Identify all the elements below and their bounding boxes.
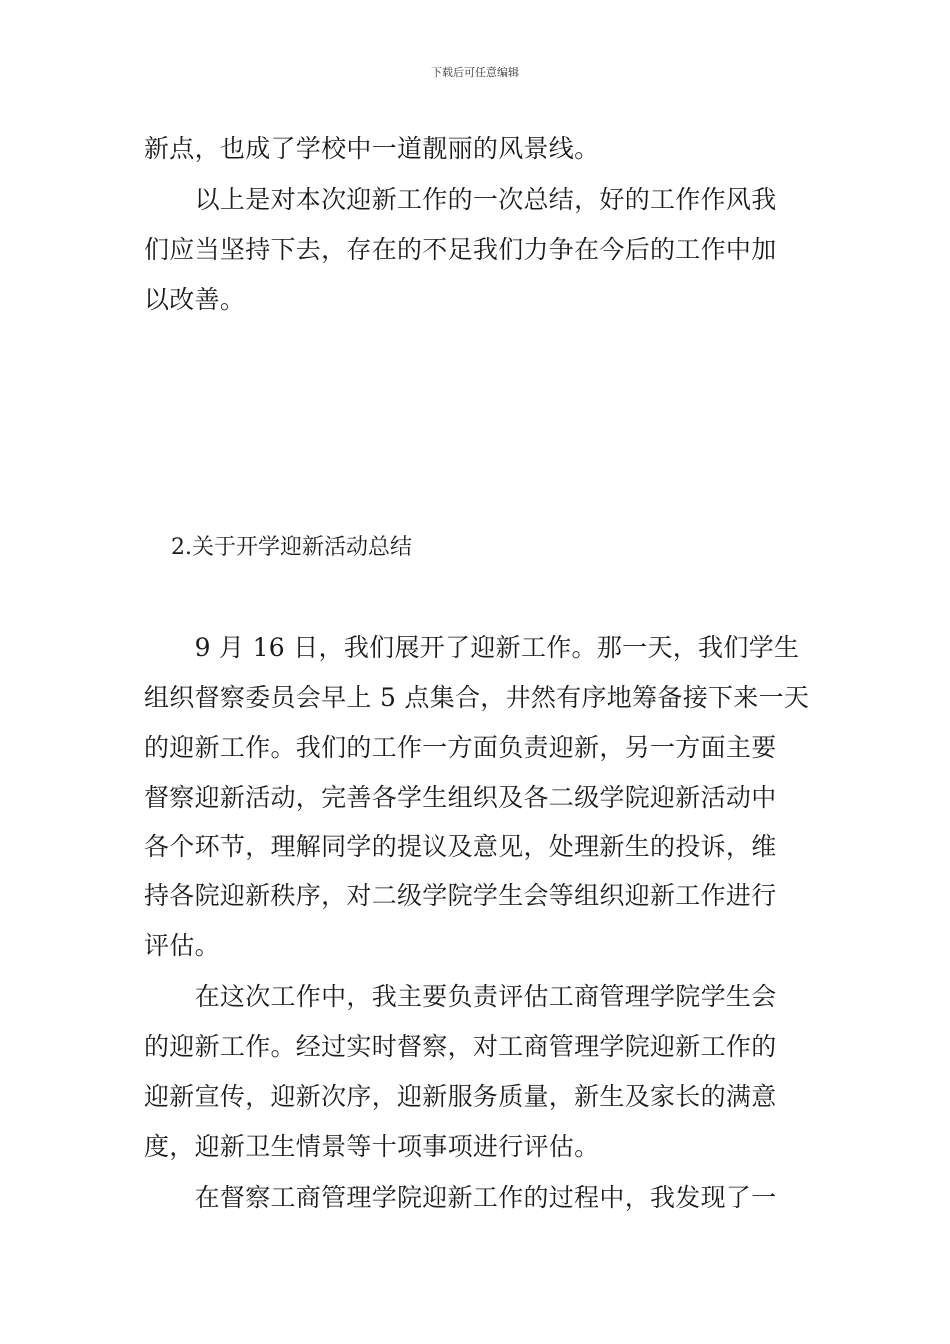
paragraph-line: 以上是对本次迎新工作的一次总结，好的工作作风我 bbox=[144, 185, 777, 214]
paragraph-line: 督察迎新活动，完善各学生组织及各二级学院迎新活动中 bbox=[144, 783, 777, 812]
page-header-note: 下载后可任意编辑 bbox=[431, 66, 519, 79]
paragraph-line: 9 月 16 日，我们展开了迎新工作。那一天，我们学生 bbox=[144, 633, 800, 662]
paragraph-line: 各个环节，理解同学的提议及意见，处理新生的投诉，维 bbox=[144, 832, 777, 861]
paragraph-line: 组织督察委员会早上 5 点集合，井然有序地筹备接下来一天 bbox=[144, 683, 810, 712]
paragraph-line: 以改善。 bbox=[144, 285, 246, 314]
paragraph-line: 在这次工作中，我主要负责评估工商管理学院学生会 bbox=[144, 982, 777, 1011]
paragraph-line: 新点，也成了学校中一道靓丽的风景线。 bbox=[144, 134, 600, 163]
paragraph-line: 们应当坚持下去，存在的不足我们力争在今后的工作中加 bbox=[144, 235, 777, 264]
paragraph-line: 迎新宣传，迎新次序，迎新服务质量，新生及家长的满意 bbox=[144, 1082, 777, 1111]
paragraph-line: 在督察工商管理学院迎新工作的过程中，我发现了一 bbox=[144, 1183, 777, 1212]
paragraph-line: 评估。 bbox=[144, 931, 220, 960]
paragraph-line: 的迎新工作。我们的工作一方面负责迎新，另一方面主要 bbox=[144, 733, 777, 762]
paragraph-line: 持各院迎新秩序，对二级学院学生会等组织迎新工作进行 bbox=[144, 881, 777, 910]
paragraph-line: 的迎新工作。经过实时督察，对工商管理学院迎新工作的 bbox=[144, 1032, 777, 1061]
section-heading: 2.关于开学迎新活动总结 bbox=[171, 535, 412, 560]
paragraph-line: 度，迎新卫生情景等十项事项进行评估。 bbox=[144, 1132, 600, 1161]
